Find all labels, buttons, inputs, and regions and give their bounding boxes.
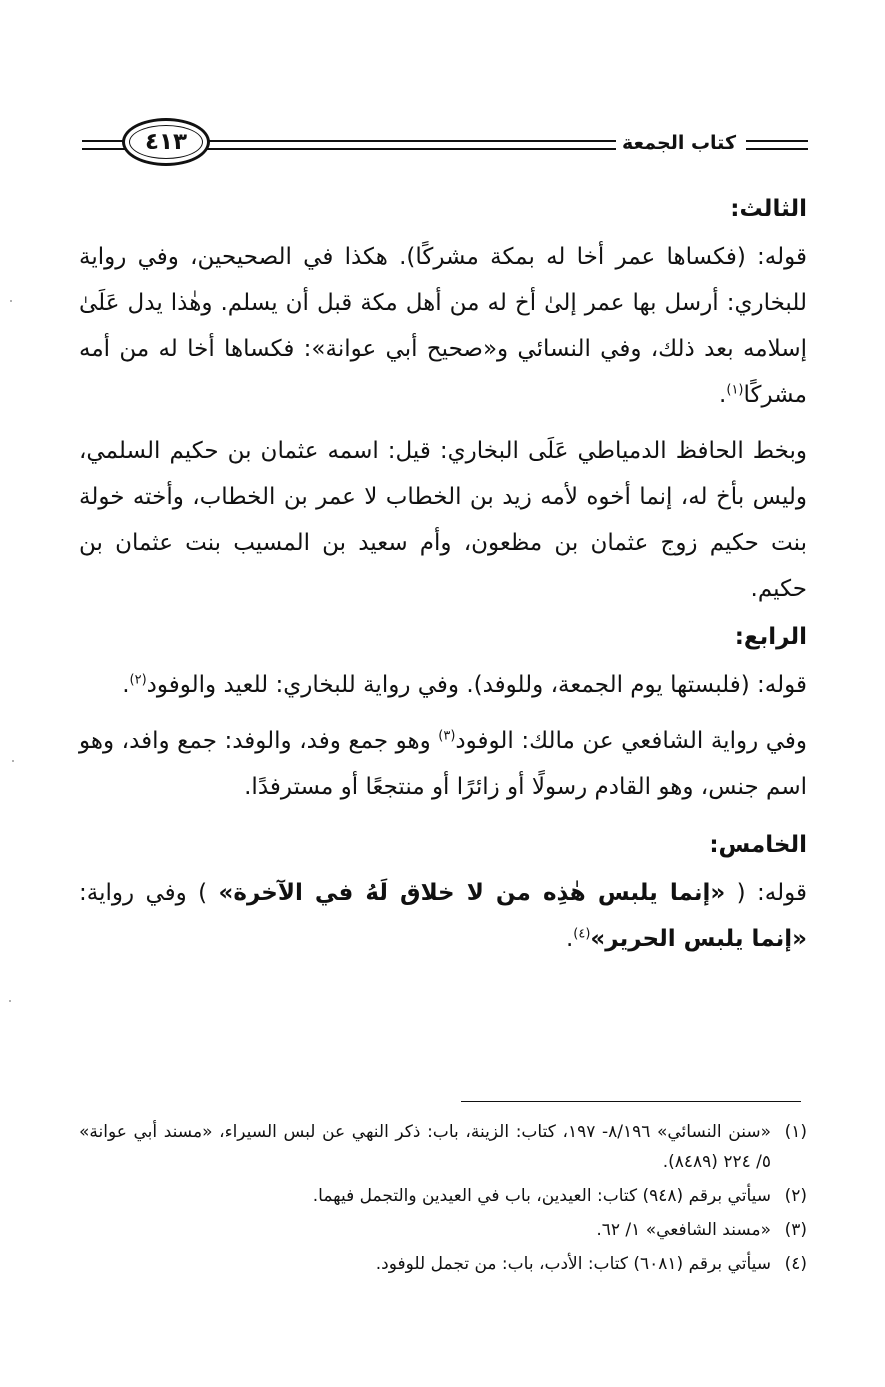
- footnote-ref: (٢): [129, 672, 147, 688]
- footnote-ref: (٤): [573, 926, 591, 942]
- paragraph: قوله: ( «إنما يلبس هٰذِه من لا خلاق لَهُ في الآخرة» ) وفي رواية: «إنما يلبس الحرير»$^{(٤)}$.: [79, 880, 808, 952]
- footnote: [79, 1249, 807, 1279]
- running-header: [82, 118, 808, 172]
- footnote-text: «سنن النسائي» ٨/١٩٦- ١٩٧، كتاب: الزينة، باب: ذكر النهي عن لبس السيراء، «مسند أبي عوانة» ٥/ ٢٢٤ (٨٤٨٩).: [79, 1122, 771, 1172]
- header-rule-middle: [200, 140, 616, 150]
- paragraph: قوله: (فكساها عمر أخا له بمكة مشركًا). هكذا في الصحيحين، وفي رواية للبخاري: أرسل بها عمر إلىٰ أخ له من أهل مكة قبل أن يسلم. وهٰذا يدل عَلَىٰ إسلامه بعد ذلك، وفي النسائي و«صحيح أبي عوانة»: فكساها أخا له من أمه مشركًا$^{(١)}$.: [79, 244, 807, 408]
- paragraph: قوله: (فلبستها يوم الجمعة، وللوفد). وفي رواية للبخاري: للعيد والوفود$^{(٢)}$.: [122, 672, 807, 698]
- scan-speck: [9, 1000, 11, 1002]
- footnote-text: «مسند الشافعي» ١/ ٦٢.: [596, 1220, 771, 1240]
- chapter-title: كتاب الجمعة: [622, 132, 736, 154]
- header-rule-right: [746, 140, 808, 150]
- paragraph: وبخط الحافظ الدمياطي عَلَى البخاري: قيل: اسمه عثمان بن حكيم السلمي، وليس بأخ له، إنما أخوه لأمه زيد بن الخطاب لا عمر بن الخطاب، وأخته خولة بنت حكيم زوج عثمان بن مظعون، وأم سعيد بن المسيب بنت عثمان بن حكيم.: [79, 438, 807, 602]
- footnotes: [79, 1117, 807, 1283]
- section-heading: الثالث:: [730, 196, 807, 222]
- page-number-badge: [122, 118, 210, 166]
- main-text: [79, 184, 807, 962]
- section-heading: الخامس:: [709, 832, 807, 858]
- paragraph: وفي رواية الشافعي عن مالك: الوفود$^{(٣)}$ وهو جمع وفد، والوفد: جمع وافد، وهو اسم جنس، وهو القادم رسولًا أو زائرًا أو منتجعًا أو مسترفدًا.: [79, 728, 807, 800]
- hadith-quote: «إنما يلبس هٰذِه من لا خلاق لَهُ في الآخرة»: [218, 880, 726, 906]
- footnote-number: (٤): [784, 1254, 807, 1274]
- footnote-number: (٣): [784, 1220, 807, 1240]
- footnote-number: (١): [784, 1122, 807, 1142]
- footnote: [79, 1117, 807, 1177]
- footnote-ref: (٣): [438, 728, 456, 744]
- scan-speck: [10, 300, 12, 302]
- scan-speck: [12, 760, 14, 762]
- footnote-text: سيأتي برقم (٦٠٨١) كتاب: الأدب، باب: من تجمل للوفود.: [375, 1254, 771, 1274]
- footnote-number: (٢): [784, 1186, 807, 1206]
- page-number: ٤١٣: [144, 129, 188, 155]
- footnote-ref: (١): [726, 382, 744, 398]
- footnote-text: سيأتي برقم (٩٤٨) كتاب: العيدين، باب في العيدين والتجمل فيهما.: [312, 1186, 771, 1206]
- footnote: [79, 1215, 807, 1245]
- hadith-quote: «إنما يلبس الحرير»: [590, 926, 807, 952]
- footnote-separator: [461, 1101, 801, 1102]
- section-heading: الرابع:: [734, 624, 807, 650]
- footnote: [79, 1181, 807, 1211]
